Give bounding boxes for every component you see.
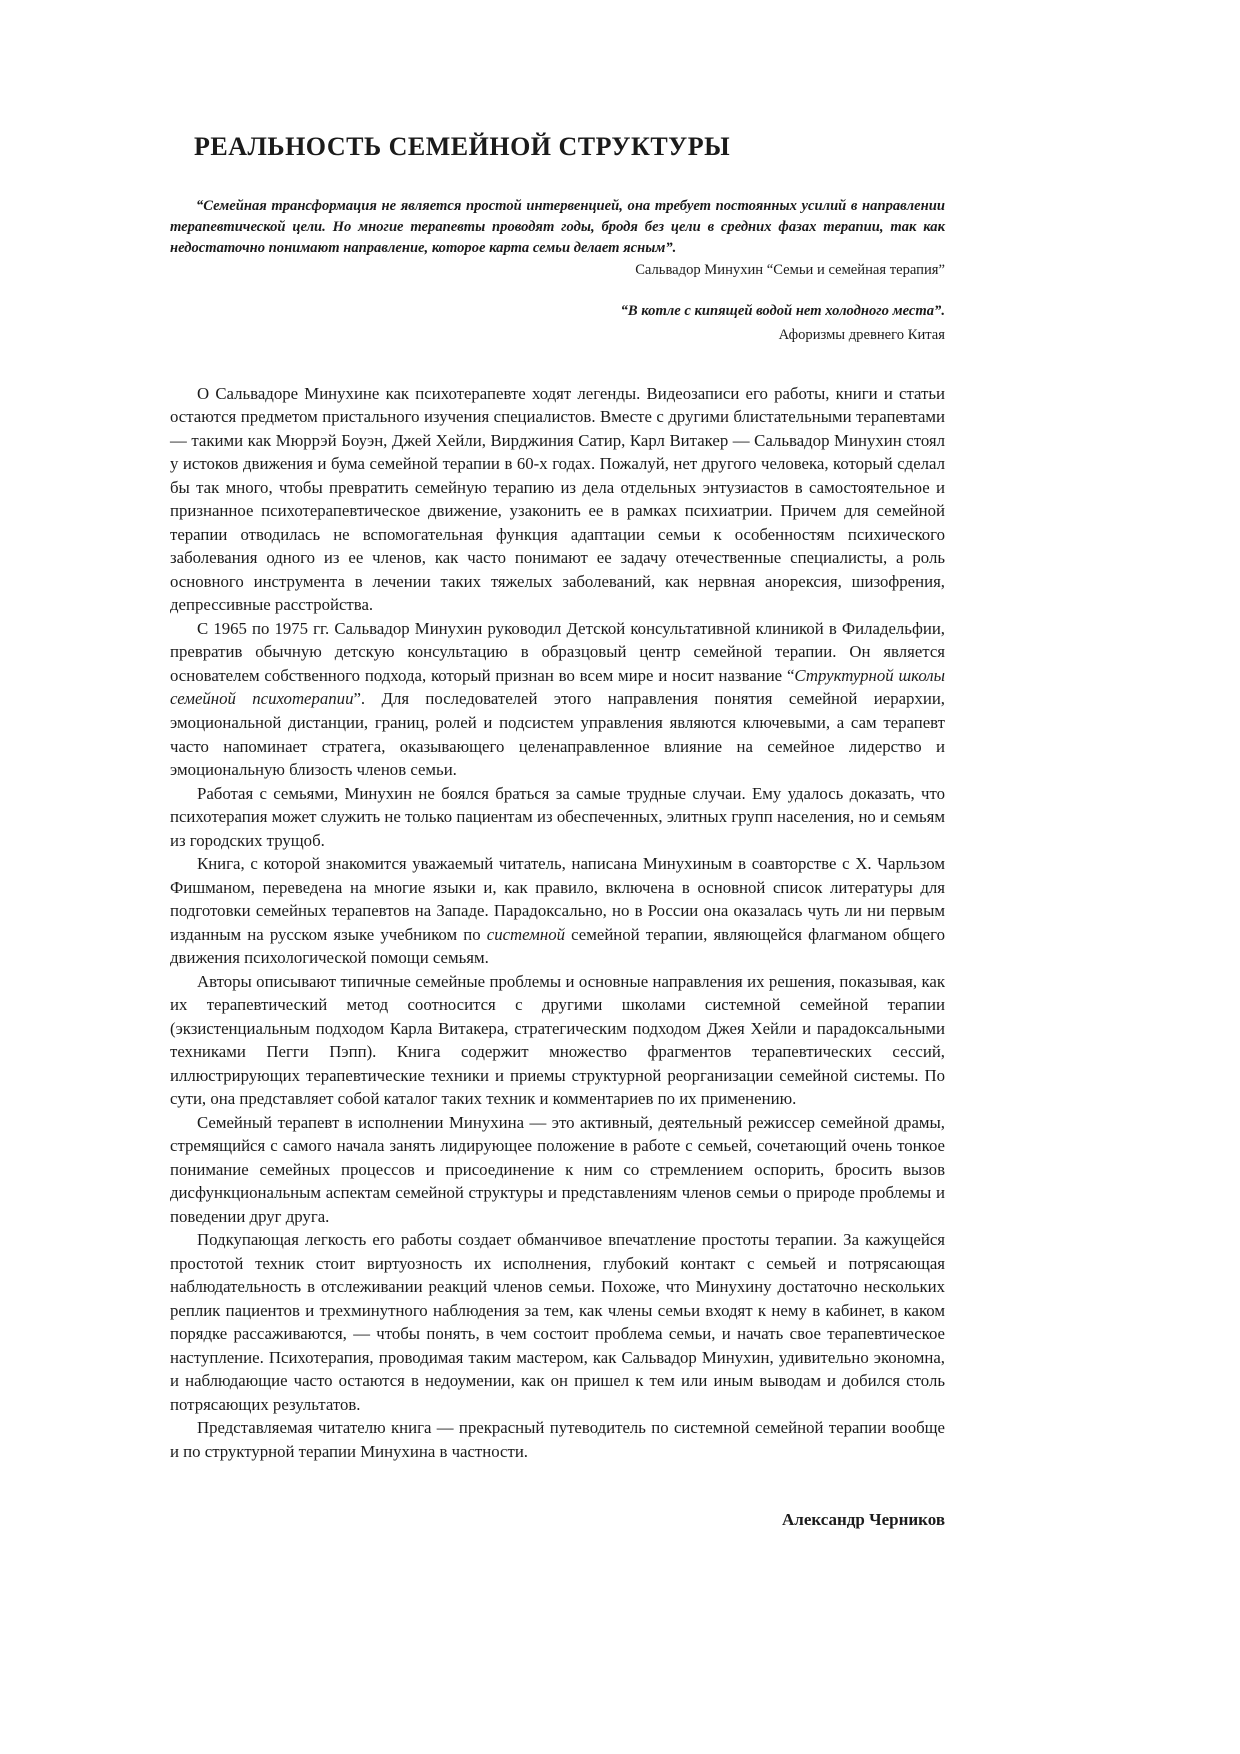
paragraph: Работая с семьями, Минухин не боялся браться за самые трудные случаи. Ему удалось доказать, что психотерапия может служить не только пациентам из обеспеченных, элитных групп населения, но и семьям из городских трущоб.: [170, 783, 945, 850]
author-signature: Александр Черников: [782, 1509, 945, 1529]
body-paragraphs: [170, 382, 945, 1464]
paragraph: Подкупающая легкость его работы создает обманчивое впечатление простоты терапии. За кажущейся простотой техник стоит виртуозность их исполнения, глубокий контакт с семьей и потрясающая наблюдательность в отслеживании реакций членов семьи. Похоже, что Минухину достаточно нескольких реплик пациентов и трехминутного наблюдения за тем, как члены семьи входят к нему в кабинет, в каком порядке рассаживаются, — чтобы понять, в чем состоит проблема семьи, и начать свое терапевтическое наступление. Психотерапия, проводимая таким мастером, как Сальвадор Минухин, удивительно экономна, и наблюдающие часто остаются в недоумении, как он пришел к тем или иным выводам и добился столь потрясающих результатов.: [170, 1230, 945, 1414]
paragraph: О Сальвадоре Минухине как психотерапевте ходят легенды. Видеозаписи его работы, книги и статьи остаются предметом пристального изучения специалистов. Вместе с другими блистательными терапевтами — такими как Мюррэй Боуэн, Джей Хейли, Вирджиния Сатир, Карл Витакер — Сальвадор Минухин стоял у истоков движения и бума семейной терапии в 60-х годах. Пожалуй, нет другого человека, который сделал бы так много, чтобы превратить семейную терапию из дела отдельных энтузиастов в самостоятельное и признанное психотерапевтическое движение, узаконить ее в рамках психиатрии. Причем для семейной терапии отводилась не вспомогательная функция адаптации семьи к особенностям психического заболевания одного из ее членов, как часто понимают ее задачу отечественные специалисты, а роль основного инструмента в лечении таких тяжелых заболеваний, как нервная анорексия, шизофрения, депрессивные расстройства.: [170, 383, 945, 615]
page-title: РЕАЛЬНОСТЬ СЕМЕЙНОЙ СТРУКТУРЫ: [194, 132, 731, 161]
epigraph-second: [170, 301, 945, 345]
paragraph: Семейный терапевт в исполнении Минухина — это активный, деятельный режиссер семейной драмы, стремящийся с самого начала занять лидирующее положение в работе с семьей, сочетающий очень тонкое понимание семейных процессов и присоединение к ним со стремлением оспорить, бросить вызов дисфункциональным аспектам семейной структуры и представлениям членов семьи о природе проблемы и поведении друг друга.: [170, 1112, 945, 1226]
paragraph: Представляемая читателю книга — прекрасный путеводитель по системной семейной терапии вообще и по структурной терапии Минухина в частности.: [170, 1418, 945, 1461]
epigraph-first: [170, 196, 945, 279]
epigraph-attribution: Сальвадор Минухин “Семьи и семейная терапия”: [635, 262, 945, 279]
epigraph-text: “В котле с кипящей водой нет холодного места”.: [620, 303, 945, 320]
epigraph-text: “Семейная трансформация не является простой интервенцией, она требует постоянных усилий в направлении терапевтической цели. Но многие терапевты проводят годы, бродя без цели в средних фазах терапии, так как недостаточно понимают направление, которое карта семьи делает ясным”.: [170, 198, 945, 257]
paragraph: Книга, с которой знакомится уважаемый читатель, написана Минухиным в соавторстве с Х. Чарльзом Фишманом, переведена на многие языки и, как правило, включена в основной список литературы для подготовки семейных терапевтов на Западе. Парадоксально, но в России она оказалась чуть ли ни первым изданным на русском языке учебником по системной семейной терапии, являющейся флагманом общего движения психологической помощи семьям.: [170, 854, 945, 968]
paragraph: Авторы описывают типичные семейные проблемы и основные направления их решения, показывая, как их терапевтический метод соотносится с другими школами системной семейной терапии (экзистенциальным подходом Карла Витакера, стратегическим подходом Джея Хейли и парадоксальными техниками Пегги Пэпп). Книга содержит множество фрагментов терапевтических сессий, иллюстрирующих терапевтические техники и приемы структурной реорганизации семейной системы. По сути, она представляет собой каталог таких техник и комментариев по их применению.: [170, 971, 945, 1109]
paragraph: С 1965 по 1975 гг. Сальвадор Минухин руководил Детской консультативной клиникой в Филадельфии, превратив обычную детскую консультацию в образцовый центр семейной терапии. Он является основателем собственного подхода, который признан во всем мире и носит название “Структурной школы семейной психотерапии”. Для последователей этого направления понятия семейной иерархии, эмоциональной дистанции, границ, ролей и подсистем управления являются ключевыми, а сам терапевт часто напоминает стратега, оказывающего целенаправленное влияние на семейное лидерство и эмоциональную близость членов семьи.: [170, 618, 945, 780]
epigraph-attribution: Афоризмы древнего Китая: [778, 326, 945, 343]
